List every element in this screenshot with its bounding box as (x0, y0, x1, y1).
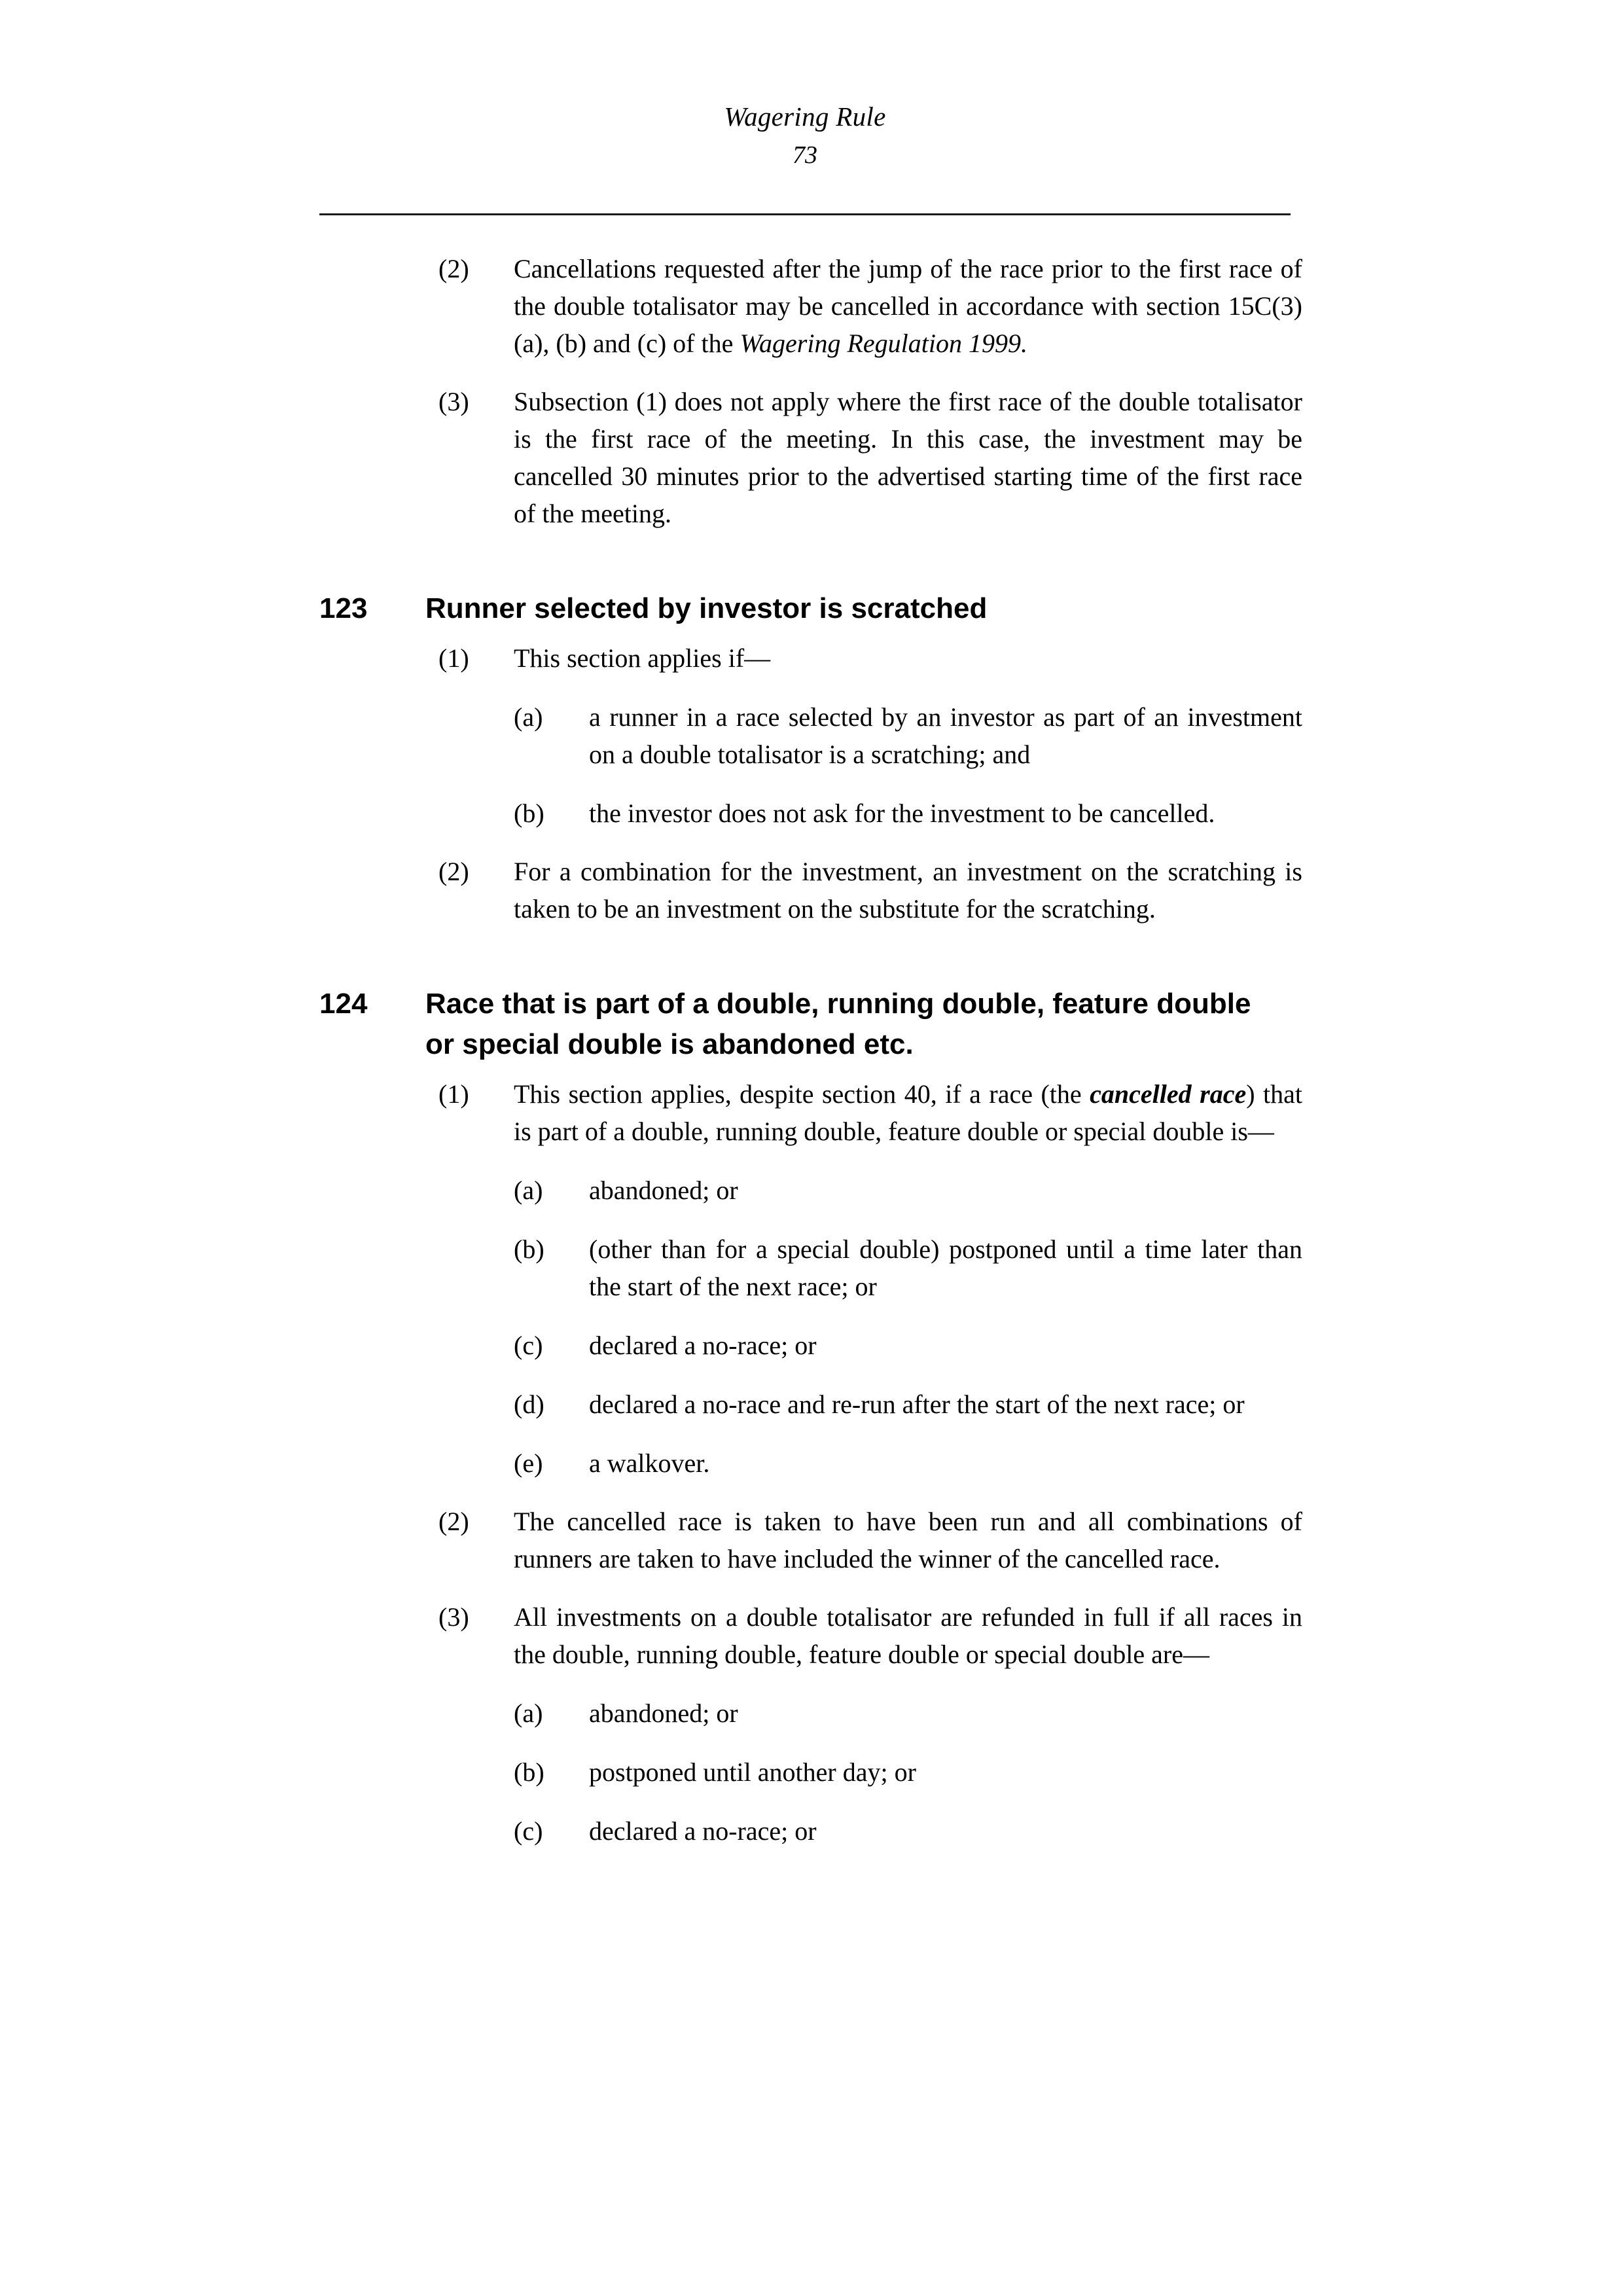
section-124-subsection-3-marker: (3) (438, 1602, 469, 1632)
section-124-para-1b (319, 1230, 1302, 1305)
section-124-para-1c-marker: (c) (514, 1331, 543, 1360)
section-124-para-1b-text: (other than for a special double) postponed until a time later than the start of the next race; or (589, 1234, 1302, 1301)
section-124-subsection-1 (319, 1075, 1302, 1150)
section-124-subsection-2 (319, 1503, 1302, 1577)
running-head-title: Wagering Rule (724, 101, 886, 132)
section-124-para-1c-text: declared a no-race; or (589, 1331, 817, 1360)
section-123-subsection-2-marker: (2) (438, 857, 469, 886)
section-123-para-1b-marker: (b) (514, 798, 544, 828)
section-124-subsection-1-text (514, 1075, 1302, 1150)
section-124-para-3b-marker: (b) (514, 1757, 544, 1787)
section-124-subsection-1-marker: (1) (438, 1079, 469, 1109)
section-124-para-1e-marker: (e) (514, 1448, 543, 1478)
section-number-124: 124 (319, 988, 368, 1020)
section-123-subsection-2-text: For a combination for the investment, an investment on the scratching is taken to be an investment on the substitute for the scratching. (514, 857, 1302, 924)
section-124-para-1e-text: a walkover. (589, 1448, 710, 1478)
section-title-124: Race that is part of a double, running double, feature double or special double is abandoned etc. (425, 988, 1251, 1060)
section-124-subsection-1-text-b: ) that is part of a double, running double, feature double or special double is— (514, 1079, 1303, 1146)
section-124-subsection-2-text: The cancelled race is taken to have been run and all combinations of runners are taken to have included the winner of the cancelled race. (514, 1507, 1302, 1573)
section-124-para-1d (319, 1386, 1302, 1423)
page-header (319, 98, 1291, 173)
section-124-para-1b-marker: (b) (514, 1234, 544, 1264)
subsection-3-text: Subsection (1) does not apply where the first race of the double totalisator is the first race of the meeting. In this case, the investment may be cancelled 30 minutes prior to the advertised starting time of the first race of the meeting. (514, 387, 1302, 528)
section-124-para-3c-marker: (c) (514, 1816, 543, 1846)
subsection-2 (319, 250, 1302, 362)
section-124-subsection-1-text-a: This section applies, despite section 40, if a race (the (514, 1079, 1090, 1109)
section-124-subsection-3 (319, 1598, 1302, 1673)
section-124-subsection-3-text: All investments on a double totalisator are refunded in full if all races in the double, running double, feature double or special double are— (514, 1602, 1302, 1669)
section-heading-124 (319, 984, 1302, 1065)
section-123-subsection-1-text: This section applies if— (514, 643, 771, 673)
subsection-3-marker: (3) (438, 387, 469, 416)
section-123-subsection-2 (319, 853, 1302, 927)
body-column (319, 250, 1302, 1850)
section-title-123: Runner selected by investor is scratched (425, 592, 988, 624)
section-124-para-1d-marker: (d) (514, 1390, 544, 1419)
page-number: 73 (793, 141, 817, 169)
section-124-para-3b-text: postponed until another day; or (589, 1757, 916, 1787)
section-124-para-3a-text: abandoned; or (589, 1698, 738, 1728)
header-divider-rule (319, 213, 1291, 215)
section-123-para-1b-text: the investor does not ask for the investment to be cancelled. (589, 798, 1215, 828)
section-123-para-1a (319, 698, 1302, 773)
section-124-para-3b (319, 1753, 1302, 1791)
section-123-para-1a-text: a runner in a race selected by an investor as part of an investment on a double totalisator is a scratching; and (589, 702, 1302, 769)
section-heading-123 (319, 588, 1302, 629)
section-124-para-3c-text: declared a no-race; or (589, 1816, 817, 1846)
subsection-2-text (514, 250, 1302, 362)
section-124-para-3a (319, 1695, 1302, 1732)
wagering-regulation-citation: Wagering Regulation 1999. (740, 329, 1027, 358)
section-124-para-1a-text: abandoned; or (589, 1175, 738, 1205)
section-123-para-1a-marker: (a) (514, 702, 543, 732)
section-124-para-1e (319, 1444, 1302, 1482)
section-123-subsection-1-marker: (1) (438, 643, 469, 673)
subsection-2-body: Cancellations requested after the jump of the race prior to the first race of the double totalisator may be cancelled in accordance with section 15C(3)(a), (b) and (c) of the (514, 254, 1302, 358)
section-123-para-1b (319, 795, 1302, 832)
section-number-123: 123 (319, 592, 368, 624)
defined-term-cancelled-race: cancelled race (1090, 1079, 1247, 1109)
section-124-para-1a (319, 1172, 1302, 1209)
section-124-para-1d-text: declared a no-race and re-run after the start of the next race; or (589, 1390, 1245, 1419)
section-124-para-3c (319, 1812, 1302, 1850)
section-124-subsection-2-marker: (2) (438, 1507, 469, 1536)
section-124-para-3a-marker: (a) (514, 1698, 543, 1728)
subsection-3 (319, 383, 1302, 532)
section-124-para-1c (319, 1327, 1302, 1364)
subsection-2-marker: (2) (438, 254, 469, 283)
section-124-para-1a-marker: (a) (514, 1175, 543, 1205)
section-123-subsection-1 (319, 639, 1302, 677)
